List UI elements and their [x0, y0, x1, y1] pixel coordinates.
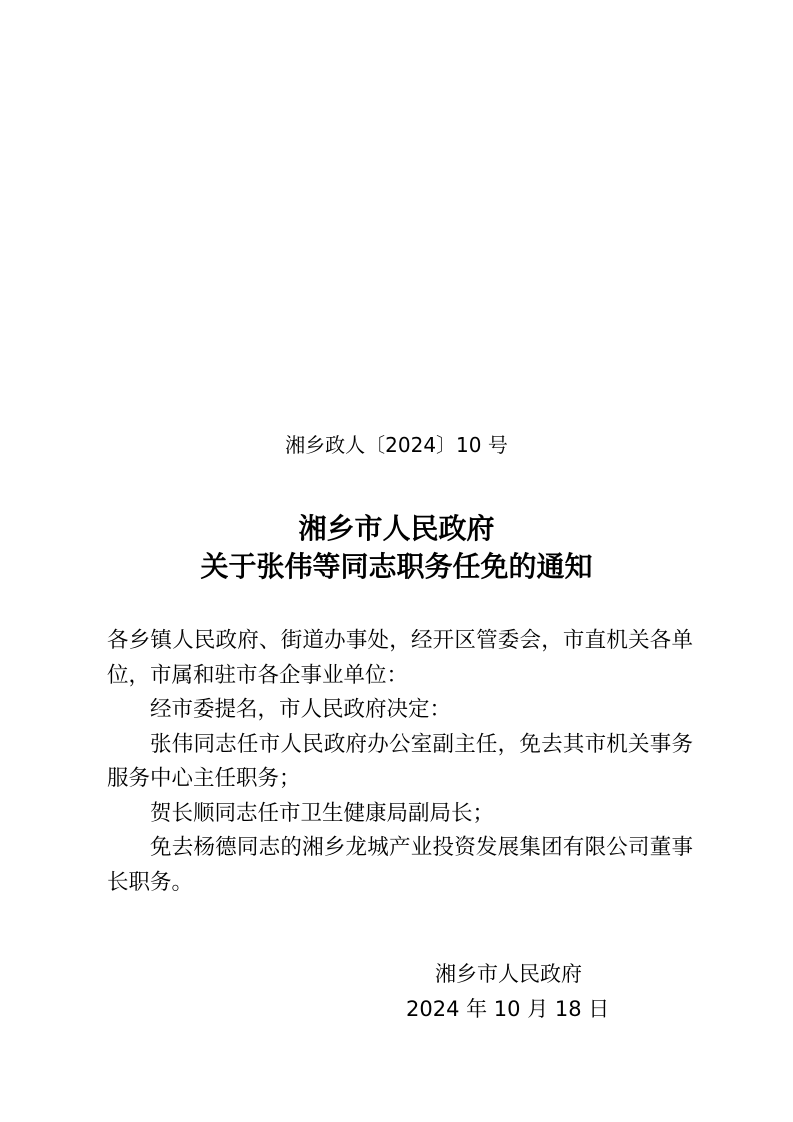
title-line-1: 湘乡市人民政府 — [298, 512, 495, 545]
body-paragraph: 贺长顺同志任市卫生健康局副局长； — [150, 800, 495, 826]
signature-organization: 湘乡市人民政府 — [435, 962, 582, 986]
body-paragraph: 张伟同志任市人民政府办公室副主任，免去其市机关事务服务中心主任职务； — [107, 731, 693, 791]
document-body — [107, 624, 693, 900]
signature-date: 2024 年 10 月 18 日 — [406, 997, 610, 1021]
addressee: 各乡镇人民政府、街道办事处，经开区管委会，市直机关各单位，市属和驻市各企事业单位： — [107, 628, 693, 688]
body-paragraph: 经市委提名，市人民政府决定： — [150, 697, 452, 722]
title-line-2: 关于张伟等同志职务任免的通知 — [200, 550, 593, 583]
body-paragraph: 免去杨德同志的湘乡龙城产业投资发展集团有限公司董事长职务。 — [107, 835, 693, 895]
document-number: 湘乡政人〔2024〕10 号 — [285, 433, 508, 457]
document-title — [0, 510, 793, 586]
